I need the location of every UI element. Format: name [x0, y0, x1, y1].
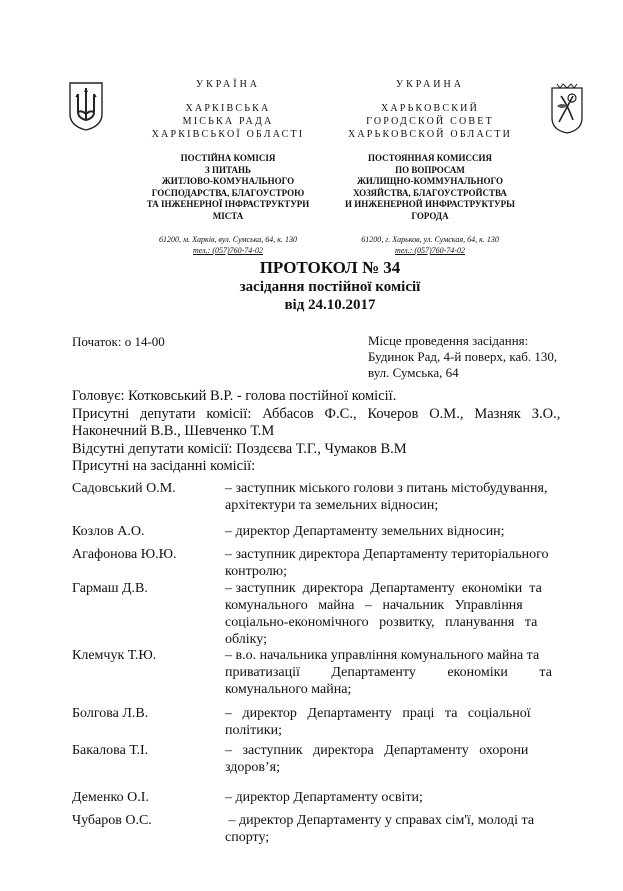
- participant-role: спорту;: [225, 830, 270, 845]
- participant-row: [72, 812, 586, 846]
- protocol-subtitle: засідання постійної комісії: [239, 279, 421, 295]
- participant-row: [72, 480, 586, 514]
- present-guests-heading: Присутні на засіданні комісії:: [72, 458, 256, 474]
- committee-line: ГОРОДА: [411, 210, 449, 221]
- committee-line: И ИНЖЕНЕРНОЙ ИНФРАСТРУКТУРЫ: [345, 199, 515, 209]
- committee-line: МІСТА: [212, 210, 244, 221]
- participant-role: здоров’я;: [225, 760, 281, 775]
- protocol-number: ПРОТОКОЛ № 34: [259, 258, 401, 277]
- place-line: Місце проведення засідання:: [368, 333, 529, 348]
- participant-name: Агафонова Ю.Ю.: [72, 547, 177, 562]
- participant-row: [72, 546, 586, 580]
- council-line: ГОРОДСКОЙ СОВЕТ: [366, 116, 494, 127]
- committee-line: ЖИТЛОВО-КОМУНАЛЬНОГО: [161, 176, 295, 186]
- address-ru: 61200, г. Харьков, ул. Сумская, 64, к. 130: [361, 235, 499, 244]
- chair-line: Головує: Котковський В.Р. - голова постійної комісії.: [72, 388, 397, 404]
- absent-members-line: Відсутні депутати комісії: Поздєєва Т.Г., Чумаков В.М: [72, 440, 407, 457]
- place-line: вул. Сумська, 64: [368, 365, 459, 380]
- phone-ru: тел.: (057)760-74-02: [395, 246, 465, 255]
- committee-line: З ПИТАНЬ: [204, 164, 251, 175]
- participant-role: – директор Департаменту земельних відносин;: [225, 524, 505, 539]
- start-time: Початок: о 14-00: [72, 334, 165, 349]
- participant-name: Садовський О.М.: [72, 481, 176, 496]
- council-line: ХАРЬКОВСКИЙ: [380, 103, 480, 114]
- present-members-line: Присутні депутати комісії: Аббасов Ф.С., Кочеров О.М., Мазняк З.О.,: [72, 405, 561, 422]
- council-line: МІСЬКА РАДА: [182, 116, 274, 127]
- council-line: ХАРЬКОВСКОЙ ОБЛАСТИ: [347, 129, 513, 140]
- participant-role: – директор Департаменту праці та соціальної: [225, 706, 531, 721]
- committee-line: ПОСТОЯННАЯ КОМИССИЯ: [367, 153, 493, 163]
- participant-name: Бакалова Т.І.: [72, 743, 149, 758]
- participant-row: [72, 742, 586, 776]
- protocol-date: від 24.10.2017: [284, 297, 376, 313]
- participant-row: [72, 580, 586, 648]
- participant-role: контролю;: [225, 564, 288, 579]
- participant-role: соціально-економічного розвитку, планування та: [225, 615, 538, 630]
- participant-role: – заступник міського голови з питань містобудування,: [225, 481, 548, 496]
- participant-row: [72, 705, 586, 739]
- participant-row: [72, 523, 586, 540]
- participant-role: приватизації Департаменту економіки та: [225, 665, 552, 680]
- participant-role: – заступник директора Департаменту економіки та: [225, 581, 542, 596]
- participant-role: комунального майна;: [225, 682, 352, 697]
- committee-line: ТА ІНЖЕНЕРНОЇ ІНФРАСТРУКТУРИ: [146, 199, 310, 209]
- participant-name: Козлов А.О.: [72, 524, 145, 539]
- participant-role: комунального майна – начальник Управління: [225, 598, 523, 613]
- participant-name: Гармаш Д.В.: [72, 581, 148, 596]
- participant-role: політики;: [225, 723, 282, 738]
- council-line: ХАРКІВСЬКОЇ ОБЛАСТІ: [151, 129, 305, 140]
- participant-name: Клемчук Т.Ю.: [72, 648, 157, 663]
- place-line: Будинок Рад, 4-й поверх, каб. 130,: [368, 349, 558, 364]
- country-name-ru: УКРАИНА: [396, 79, 464, 90]
- participant-role: обліку;: [225, 632, 267, 647]
- present-members-line: Наконечний В.В., Шевченко Т.М: [72, 423, 275, 439]
- participant-name: Чубаров О.С.: [72, 813, 152, 828]
- participant-role: – в.о. начальника управління комунального майна та: [225, 648, 540, 663]
- participant-row: [72, 789, 586, 806]
- council-line: ХАРКІВСЬКА: [185, 103, 271, 114]
- participant-name: Деменко О.І.: [72, 790, 149, 805]
- committee-line: ГОСПОДАРСТВА, БЛАГОУСТРОЮ: [151, 187, 305, 198]
- country-name-ua: УКРАЇНА: [195, 79, 261, 90]
- committee-line: ПОСТІЙНА КОМІСІЯ: [180, 153, 276, 163]
- participant-row: [72, 647, 586, 698]
- participant-role: архітектури та земельних відносин;: [225, 498, 439, 513]
- committee-line: ХОЗЯЙСТВА, БЛАГОУСТРОЙСТВА: [353, 187, 507, 198]
- address-ua: 61200, м. Харків, вул. Сумська, 64, к. 130: [159, 235, 297, 244]
- participant-role: – директор Департаменту освіти;: [225, 790, 423, 805]
- committee-line: ПО ВОПРОСАМ: [395, 164, 465, 175]
- participant-role: – директор Департаменту у справах сім'ї, молоді та: [225, 813, 535, 828]
- participant-role: – заступник директора Департаменту охорони: [225, 743, 529, 758]
- committee-line: ЖИЛИЩНО-КОММУНАЛЬНОГО: [356, 176, 504, 186]
- phone-ua: тел.: (057)760-74-02: [193, 246, 263, 255]
- participant-role: – заступник директора Департаменту територіального: [225, 547, 549, 562]
- participant-name: Болгова Л.В.: [72, 706, 149, 721]
